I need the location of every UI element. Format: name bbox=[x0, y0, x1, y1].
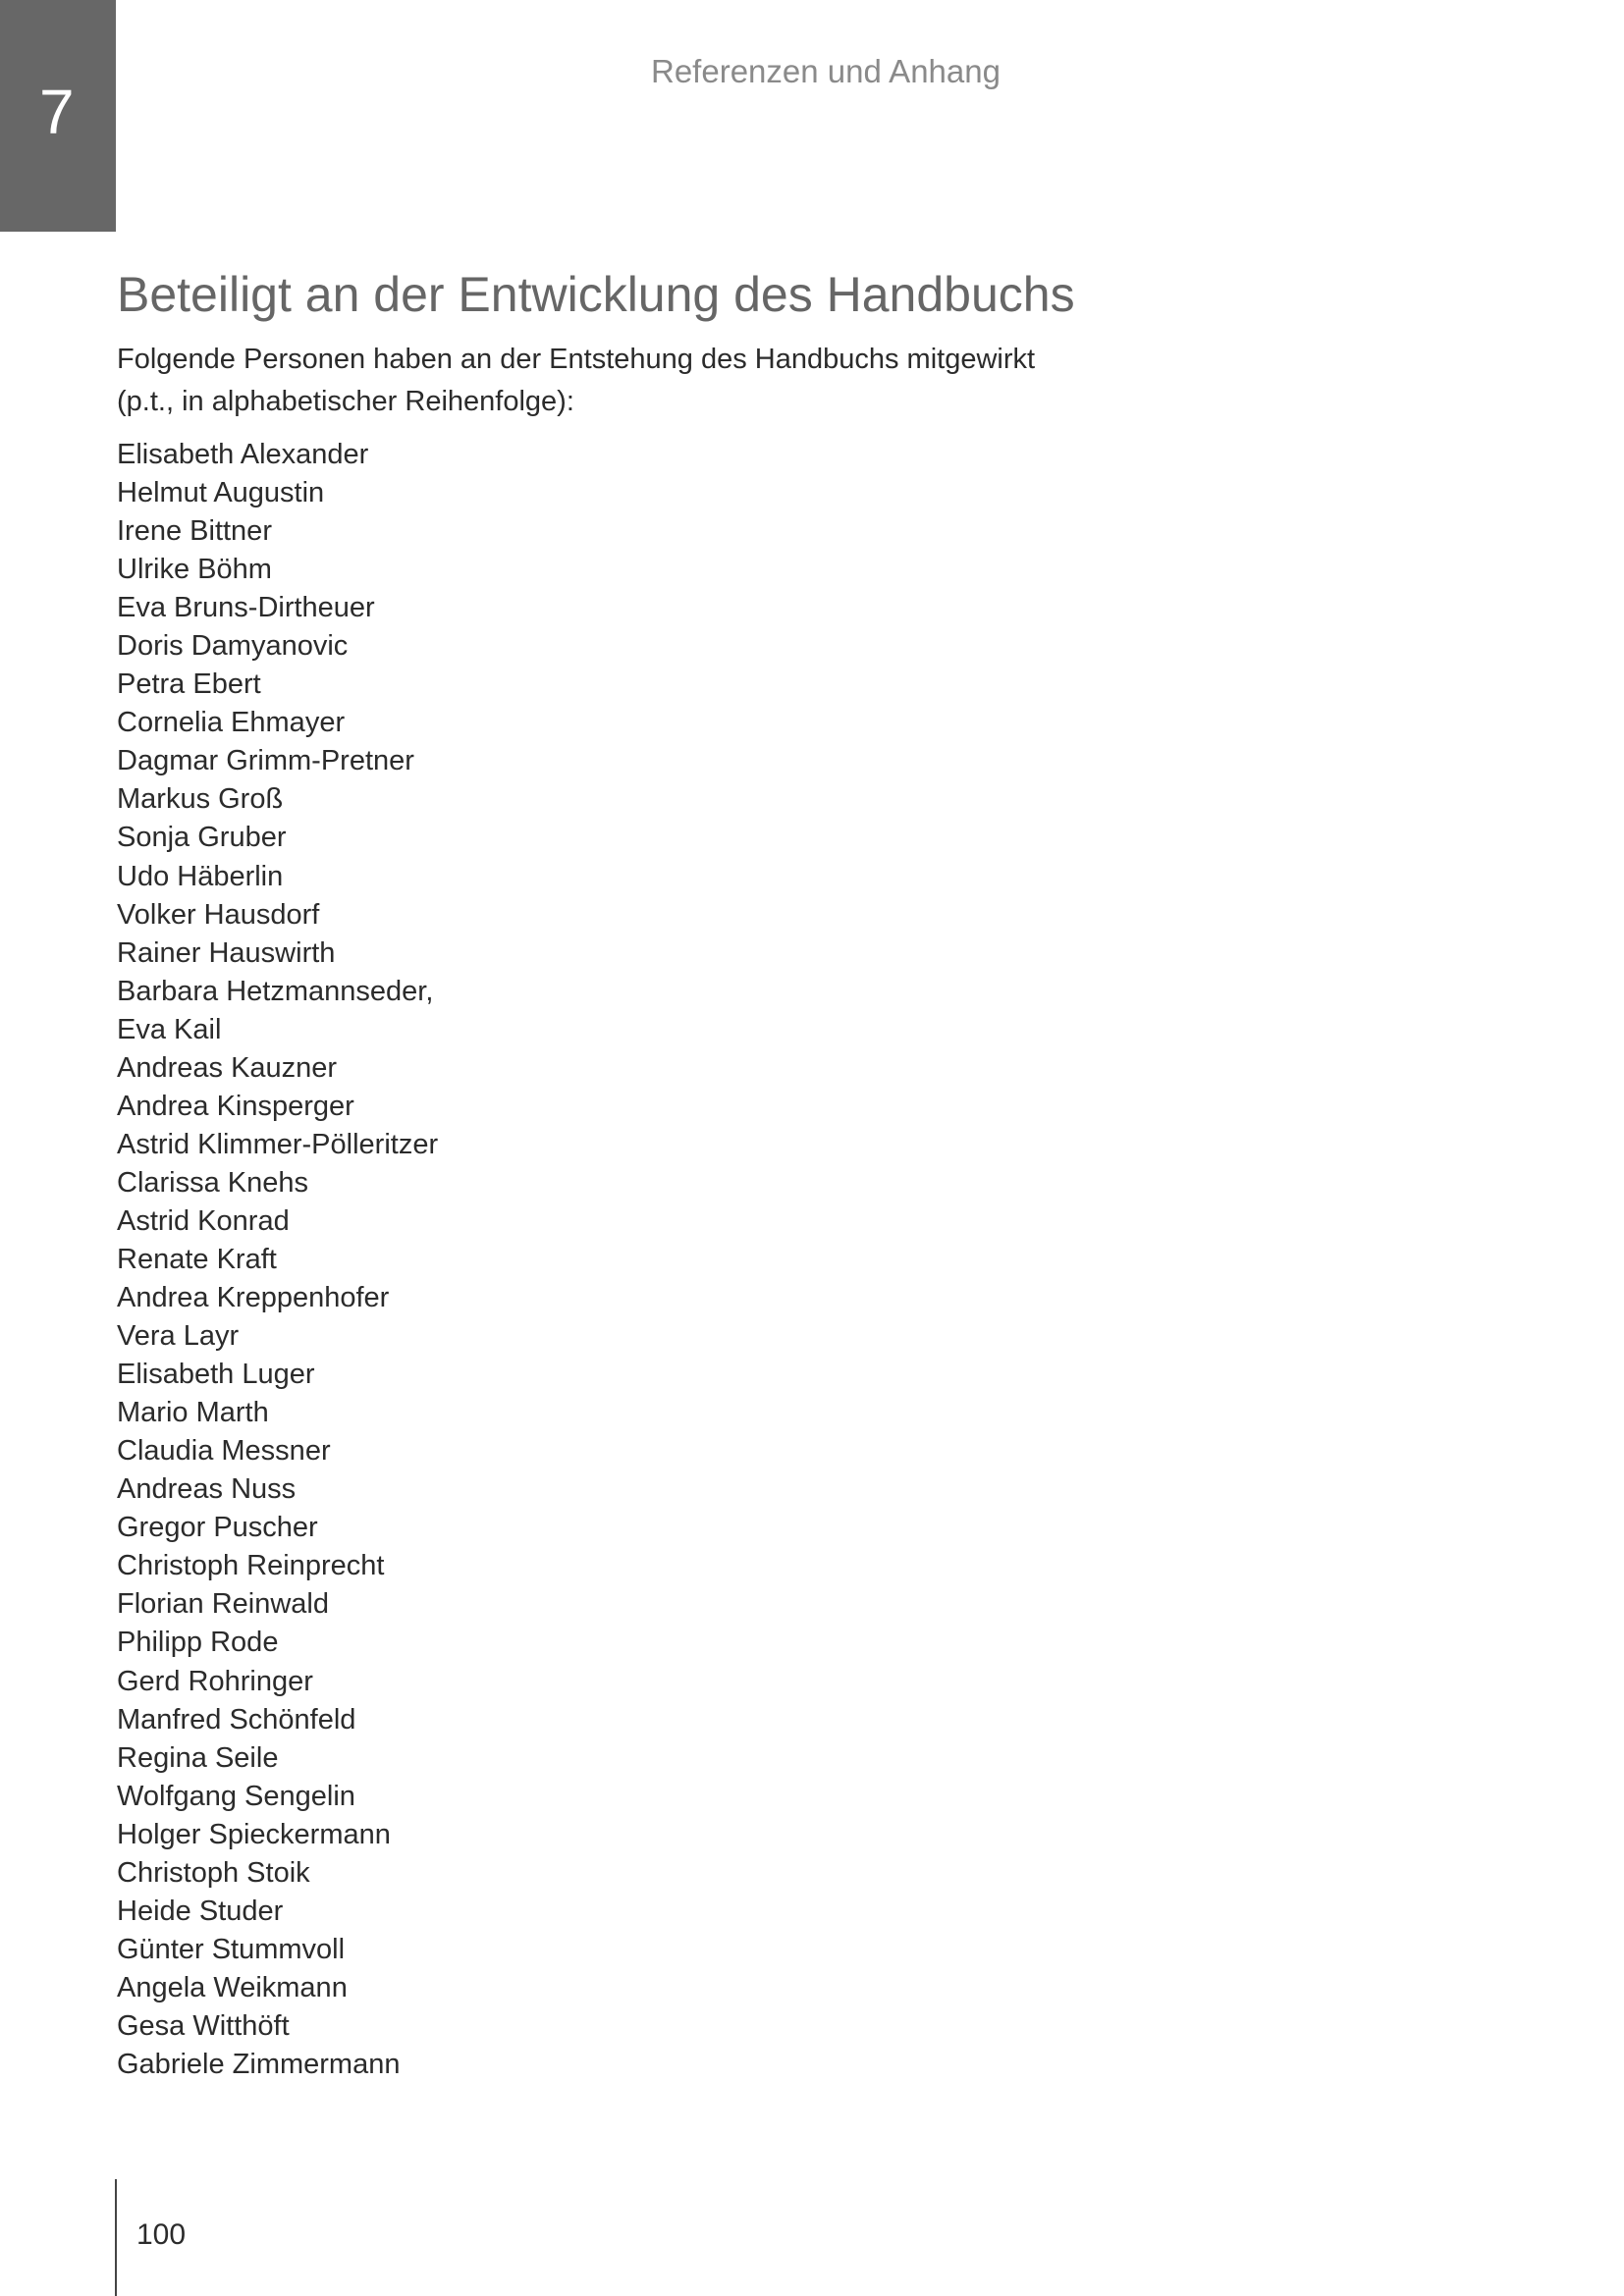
contributor-name: Dagmar Grimm-Pretner bbox=[117, 745, 414, 777]
contributor-name: Doris Damyanovic bbox=[117, 630, 349, 663]
contributor-name: Clarissa Knehs bbox=[117, 1166, 309, 1199]
running-header: Referenzen und Anhang bbox=[651, 53, 1001, 89]
contributor-name: Irene Bittner bbox=[117, 515, 272, 548]
contributor-name: Eva Bruns-Dirtheuer bbox=[117, 592, 375, 624]
contributor-name: Petra Ebert bbox=[117, 668, 261, 701]
contributor-name: Sonja Gruber bbox=[117, 822, 287, 854]
contributor-name: Christoph Reinprecht bbox=[117, 1550, 385, 1582]
contributor-name: Florian Reinwald bbox=[117, 1588, 329, 1621]
contributor-name: Mario Marth bbox=[117, 1397, 269, 1429]
contributor-name: Gesa Witthöft bbox=[117, 2009, 290, 2042]
contributor-name: Vera Layr bbox=[117, 1320, 240, 1353]
contributor-name: Manfred Schönfeld bbox=[117, 1703, 356, 1735]
chapter-tab bbox=[0, 0, 116, 232]
page-title: Beteiligt an der Entwicklung des Handbuchs bbox=[117, 267, 1075, 322]
page-number: 100 bbox=[136, 2218, 187, 2251]
contributor-name: Philipp Rode bbox=[117, 1627, 279, 1659]
contributor-name: Holger Spieckermann bbox=[117, 1818, 391, 1850]
contributor-name: Gerd Rohringer bbox=[117, 1665, 313, 1697]
intro-text bbox=[117, 339, 1295, 423]
contributor-name: Rainer Hauswirth bbox=[117, 936, 336, 969]
footer-divider bbox=[115, 2179, 117, 2296]
contributor-name: Elisabeth Alexander bbox=[117, 439, 369, 470]
contributor-name: Gabriele Zimmermann bbox=[117, 2048, 401, 2080]
contributor-name: Andreas Kauzner bbox=[117, 1051, 338, 1084]
contributor-name: Heide Studer bbox=[117, 1895, 284, 1927]
contributor-name: Eva Kail bbox=[117, 1013, 222, 1045]
intro-line: (p.t., in alphabetischer Reihenfolge): bbox=[117, 386, 574, 417]
contributor-list bbox=[117, 436, 438, 2084]
contributor-name: Ulrike Böhm bbox=[117, 554, 272, 586]
contributor-name: Renate Kraft bbox=[117, 1243, 277, 1275]
contributor-name: Barbara Hetzmannseder, bbox=[117, 975, 434, 1007]
contributor-name: Astrid Konrad bbox=[117, 1204, 290, 1237]
contributor-name: Claudia Messner bbox=[117, 1435, 331, 1468]
contributor-name: Udo Häberlin bbox=[117, 860, 284, 892]
intro-line: Folgende Personen haben an der Entstehung des Handbuchs mitgewirkt bbox=[117, 344, 1036, 375]
contributor-name: Cornelia Ehmayer bbox=[117, 707, 346, 739]
contributor-name: Wolfgang Sengelin bbox=[117, 1780, 355, 1812]
contributor-name: Regina Seile bbox=[117, 1741, 279, 1774]
contributor-name: Volker Hausdorf bbox=[117, 898, 320, 931]
contributor-name: Angela Weikmann bbox=[117, 1971, 348, 2003]
contributor-name: Christoph Stoik bbox=[117, 1856, 310, 1889]
contributor-name: Helmut Augustin bbox=[117, 477, 325, 509]
contributor-name: Markus Groß bbox=[117, 783, 284, 816]
contributor-name: Elisabeth Luger bbox=[117, 1359, 315, 1391]
contributor-name: Andrea Kreppenhofer bbox=[117, 1282, 390, 1314]
contributor-name: Gregor Puscher bbox=[117, 1512, 318, 1544]
contributor-name: Andreas Nuss bbox=[117, 1473, 297, 1506]
contributor-name: Astrid Klimmer-Pölleritzer bbox=[117, 1128, 439, 1160]
chapter-number: 7 bbox=[39, 77, 75, 147]
contributor-name: Andrea Kinsperger bbox=[117, 1090, 354, 1122]
contributor-name: Günter Stummvoll bbox=[117, 1933, 346, 1965]
